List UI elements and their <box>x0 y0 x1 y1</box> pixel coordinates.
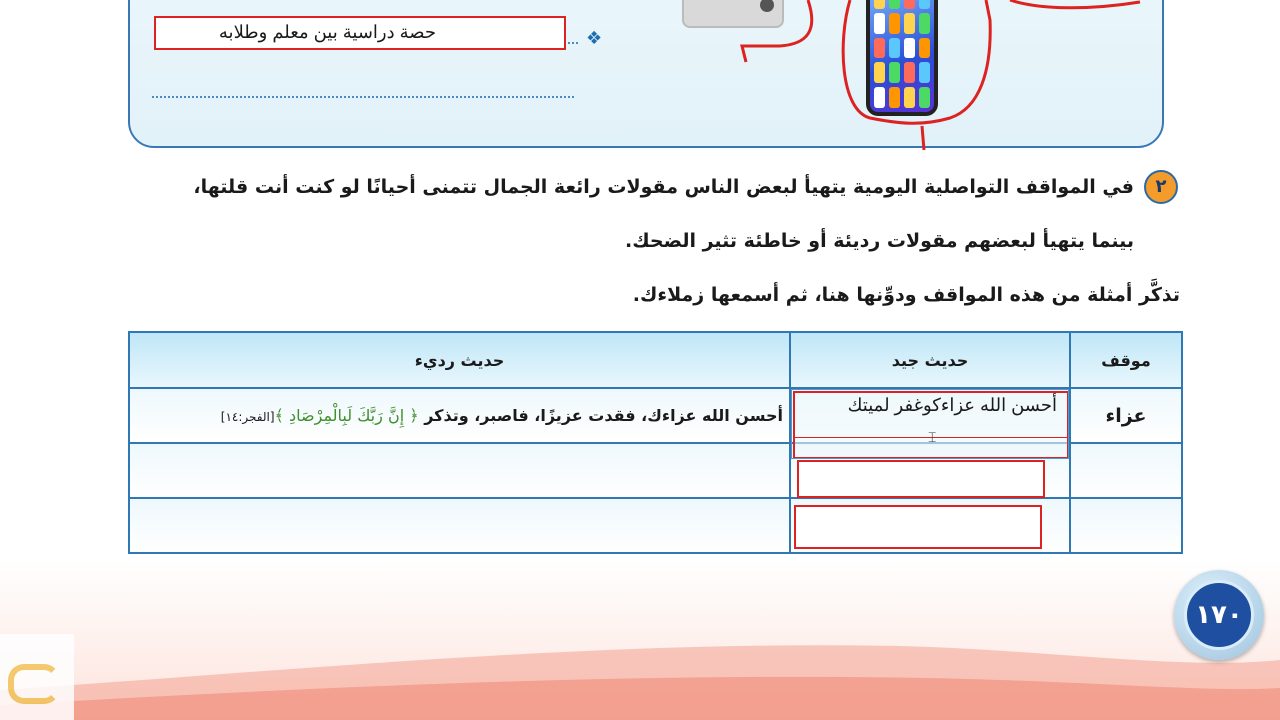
logo-mark <box>0 634 74 720</box>
bullet-icon: ❖ <box>586 28 603 49</box>
cell-situation: عزاء <box>1070 388 1182 443</box>
empty-answer-box-2[interactable] <box>794 505 1042 549</box>
footer-wave <box>0 560 1280 720</box>
text-cursor-icon: ⌶ <box>928 430 937 446</box>
page-number: ١٧٠ <box>1184 580 1254 650</box>
page-number-badge <box>1174 570 1264 660</box>
quran-verse: ﴿ إِنَّ رَبَّكَ لَبِالْمِرْصَادِ ﴾ <box>274 406 419 425</box>
question-line-2: بينما يتهيأ لبعضهم مقولات رديئة أو خاطئة تثير الضحك. <box>625 230 1134 252</box>
answer-textbox[interactable]: حصة دراسية بين معلم وطلابه <box>154 16 566 50</box>
header-situation: موقف <box>1070 332 1182 388</box>
empty-answer-box-1[interactable] <box>797 460 1045 498</box>
good-speech-text: أحسن الله عزاءكوغفر لميتك <box>847 395 1057 415</box>
verse-reference: [الفجر:١٤] <box>220 410 275 424</box>
answer-dotted-line <box>152 96 574 98</box>
cell-bad-speech[interactable] <box>129 443 790 498</box>
logo-shape <box>8 664 60 704</box>
cell-bad-speech[interactable] <box>129 498 790 553</box>
table-header-row <box>129 332 1182 388</box>
question-instruction: تذكَّر أمثلة من هذه المواقف ودوِّنها هنا، ثم أسمعها زملاءك. <box>632 284 1180 306</box>
question-number-badge: ٢ <box>1144 170 1178 204</box>
header-bad-speech: حديث رديء <box>129 332 790 388</box>
question-line-1: في المواقف التواصلية اليومية يتهيأ لبعض الناس مقولات رائعة الجمال تتمنى أحيانًا لو كنت أنت قلتها، <box>193 176 1134 198</box>
header-good-speech: حديث جيد <box>790 332 1070 388</box>
cell-situation[interactable] <box>1070 443 1182 498</box>
bad-speech-text: أحسن الله عزاءك، فقدت عزيزًا، فاصبر، وتذكر <box>424 406 783 425</box>
good-speech-textbox[interactable] <box>793 391 1069 459</box>
cell-situation[interactable] <box>1070 498 1182 553</box>
cell-bad-speech <box>129 388 790 443</box>
answer-dotted-line-short <box>564 42 578 44</box>
